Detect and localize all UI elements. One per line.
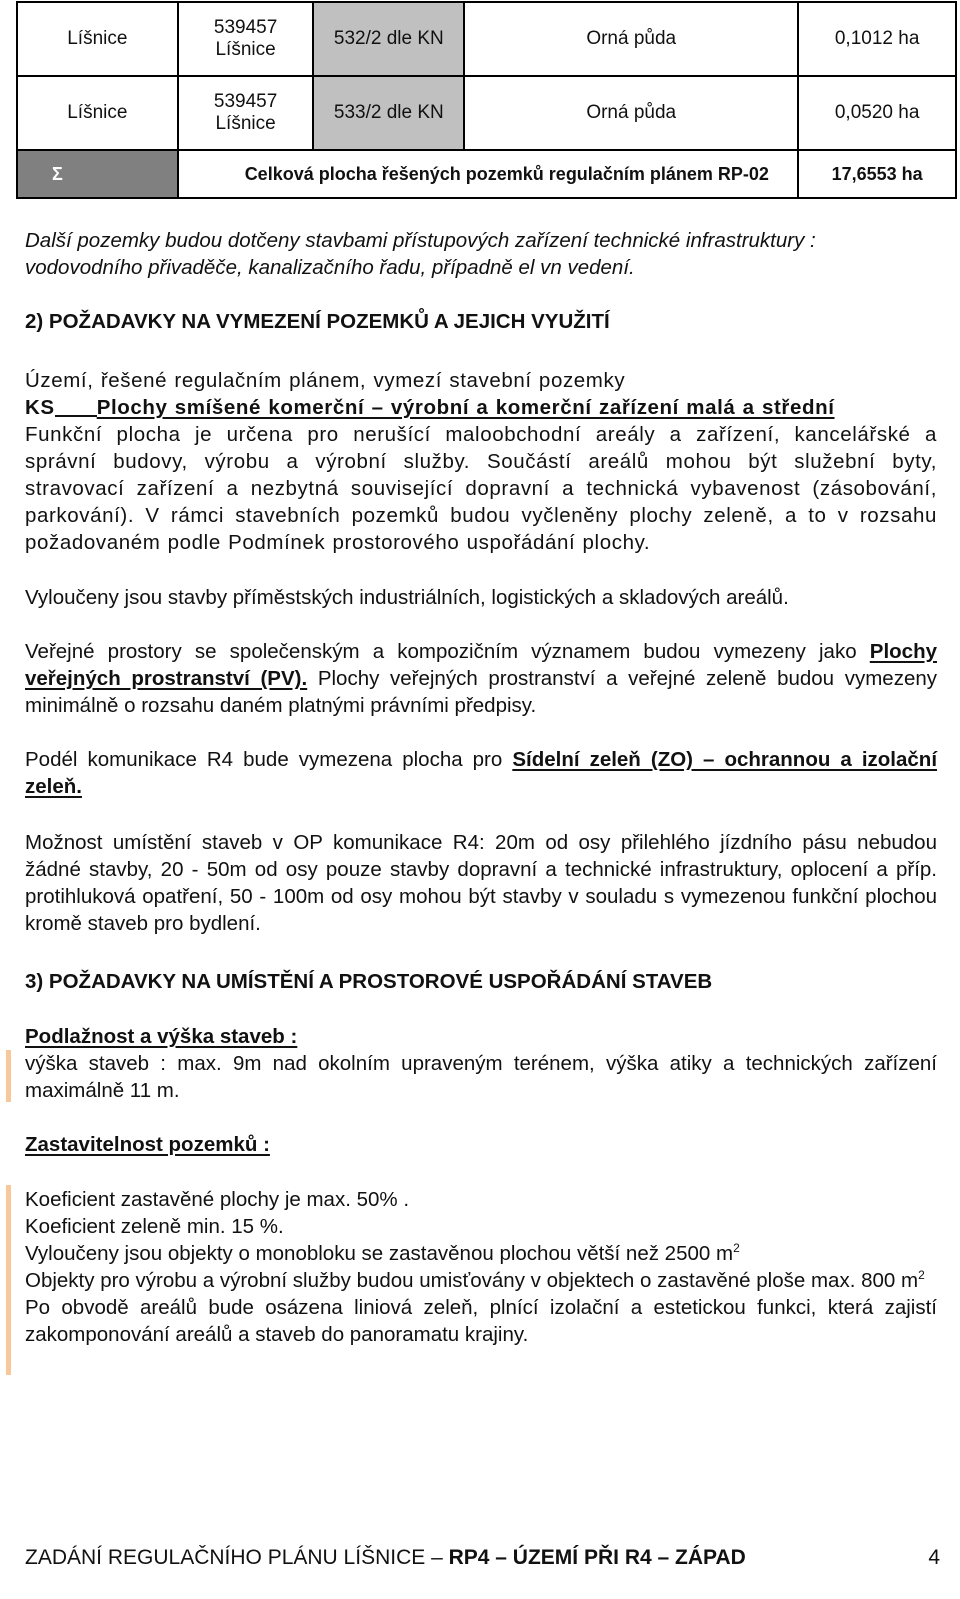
protection-zone-paragraph: Možnost umístění staveb v OP komunikace R4: 20m od osy přilehlého jízdního pásu nebudou žádné stavby, 20 - 50m od osy pouze stavby dopravní a technické infrastruktury, oplocení a příp. protihluková opatření, 50 - 100m od osy mohou být stavby v souladu s vymezenou funkční plochou kromě staveb pro bydlení. bbox=[25, 831, 937, 935]
public-pre: Veřejné prostory se společenským a kompozičním významem budou vymezeny jako bbox=[25, 640, 857, 663]
change-bar bbox=[6, 1185, 11, 1375]
ks-code: KS bbox=[25, 396, 55, 419]
ks-title-row bbox=[25, 394, 937, 421]
ks-text-2: Součástí areálů mohou být služební byty, stravovací zařízení a nezbytná související dopravní a technická vybavenost (zásobování, parkování). V rámci stavebních pozemků budou vyčleněny plochy zeleně, a to v rozsahu požadovaném podle Podmínek prostorového uspořádání plochy. bbox=[25, 450, 938, 554]
footer-title: RP4 – ÚZEMÍ PŘI R4 – ZÁPAD bbox=[448, 1546, 746, 1569]
ku-code: 539457 bbox=[213, 17, 278, 38]
excluded-text: Vyloučeny jsou stavby příměstských industriálních, logistických a skladových areálů. bbox=[25, 586, 789, 609]
sigma-cell: Σ bbox=[17, 150, 178, 198]
cell-parcel: 533/2 dle KN bbox=[313, 76, 464, 150]
section-2-body bbox=[25, 367, 937, 421]
cell-obec: Líšnice bbox=[17, 76, 178, 150]
ku-name: Líšnice bbox=[215, 39, 276, 60]
coverage-item bbox=[25, 1267, 937, 1294]
footer-left: ZADÁNÍ REGULAČNÍHO PLÁNU LÍŠNICE – bbox=[25, 1546, 449, 1569]
ks-underline-gap bbox=[55, 414, 97, 417]
coverage-item: Po obvodě areálů bude osázena liniová zeleň, plnící izolační a estetickou funkci, která zajistí zakomponování areálů a staveb do panoramatu krajiny. bbox=[25, 1296, 937, 1346]
cell-obec: Líšnice bbox=[17, 2, 178, 76]
public-space-paragraph bbox=[25, 638, 937, 719]
ks-description bbox=[25, 421, 937, 556]
green-paragraph bbox=[25, 746, 937, 800]
ks-title: Plochy smíšené komerční – výrobní a komerční zařízení malá a střední bbox=[96, 396, 835, 419]
coverage-list bbox=[25, 1186, 937, 1348]
note-line-1: Další pozemky budou dotčeny stavbami přístupových zařízení technické infrastruktury : bbox=[25, 229, 816, 252]
parcel-table bbox=[16, 1, 957, 199]
ks-text: Funkční plocha je určena pro nerušící maloobchodní areály a zařízení, kancelářské a správní budovy, výrobu a výrobní služby. bbox=[25, 423, 937, 473]
ku-name: Líšnice bbox=[215, 113, 276, 134]
infrastructure-note bbox=[25, 227, 937, 281]
section-2-heading: 2) POŽADAVKY NA VYMEZENÍ POZEMKŮ A JEJICH VYUŽITÍ bbox=[25, 310, 610, 333]
intro-text: Území, řešené regulačním plánem, vymezí stavební pozemky bbox=[25, 369, 626, 392]
public-link: Plochy veřejných prostranství (PV). bbox=[25, 640, 937, 690]
total-label: Celková plocha řešených pozemků regulačním plánem RP-02 bbox=[178, 150, 799, 198]
superscript: 2 bbox=[918, 1268, 925, 1283]
note-line-2: vodovodního přivaděče, kanalizačního řadu, případně el vn vedení. bbox=[25, 256, 635, 279]
cell-ku bbox=[178, 76, 314, 150]
green-pre: Podél komunikace R4 bude vymezena plocha pro bbox=[25, 748, 513, 771]
page-footer bbox=[25, 1546, 940, 1570]
public-post: Plochy veřejných prostranství a veřejné zeleně budou vymezeny minimálně o rozsahu daném platnými právními předpisy. bbox=[25, 667, 937, 717]
green-link: Sídelní zeleň (ZO) – ochrannou a izolační zeleň. bbox=[25, 748, 938, 798]
coverage-item-text: Vyloučeny jsou objekty o monobloku se zastavěnou plochou větší než 2500 m bbox=[25, 1242, 734, 1265]
change-bar bbox=[6, 1050, 11, 1102]
cell-use: Orná půda bbox=[464, 76, 798, 150]
cell-area: 0,1012 ha bbox=[798, 2, 956, 76]
cell-use: Orná půda bbox=[464, 2, 798, 76]
coverage-item bbox=[25, 1240, 937, 1267]
cell-parcel: 532/2 dle KN bbox=[313, 2, 464, 76]
table-row bbox=[17, 2, 956, 76]
table-row bbox=[17, 76, 956, 150]
ku-code: 539457 bbox=[213, 91, 278, 112]
height-title: Podlažnost a výška staveb : bbox=[25, 1025, 298, 1048]
cell-area: 0,0520 ha bbox=[798, 76, 956, 150]
coverage-item: Koeficient zastavěné plochy je max. 50% . bbox=[25, 1188, 410, 1211]
page-number: 4 bbox=[928, 1546, 940, 1569]
table-total-row bbox=[17, 150, 956, 198]
superscript: 2 bbox=[733, 1241, 740, 1256]
section-3-heading: 3) POŽADAVKY NA UMÍSTĚNÍ A PROSTOROVÉ USPOŘÁDÁNÍ STAVEB bbox=[25, 970, 713, 993]
coverage-item: Koeficient zeleně min. 15 %. bbox=[25, 1215, 284, 1238]
coverage-title: Zastavitelnost pozemků : bbox=[25, 1133, 270, 1156]
coverage-item-text: Objekty pro výrobu a výrobní služby budou umisťovány v objektech o zastavěné ploše max. 800 m bbox=[25, 1269, 919, 1292]
height-text: výška staveb : max. 9m nad okolním upraveným terénem, výška atiky a technických zařízení maximálně 11 m. bbox=[25, 1052, 937, 1102]
cell-ku bbox=[178, 2, 314, 76]
total-area: 17,6553 ha bbox=[798, 150, 956, 198]
